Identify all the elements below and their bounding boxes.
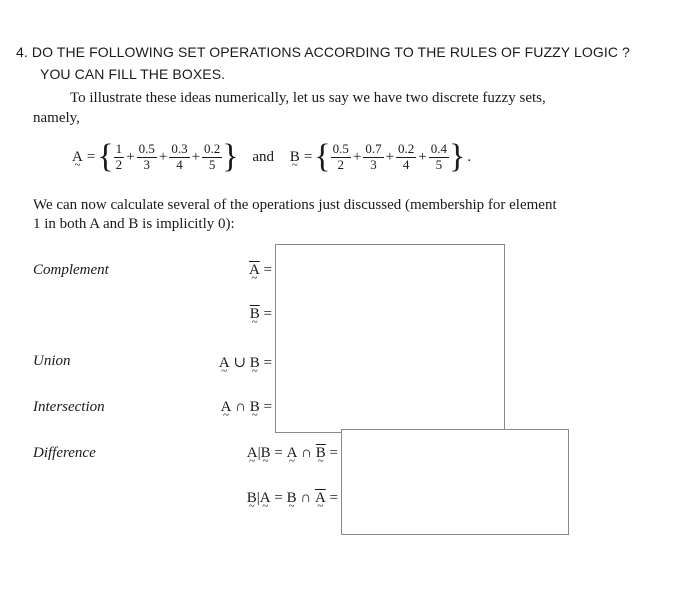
set-a-term-4: $\frac{0.2}{5}$: [204, 141, 221, 172]
answer-box-complement-union-intersection[interactable]: [275, 244, 505, 433]
set-a-term-1: $\frac{1}{2}$: [115, 141, 123, 172]
complement-label: Complement: [33, 262, 109, 278]
set-a-term-2: $\frac{0.5}{3}$: [138, 141, 155, 172]
union-label: Union: [33, 353, 71, 369]
question-line-2: YOU CAN FILL THE BOXES.: [40, 66, 226, 82]
intersection-label: Intersection: [33, 399, 105, 415]
set-b-term-4: $\frac{0.4}{5}$: [430, 141, 448, 172]
set-b-term-2: $\frac{0.7}{3}$: [365, 141, 382, 172]
question-line-1: 4. DO THE FOLLOWING SET OPERATIONS ACCORDING TO THE RULES OF FUZZY LOGIC ?: [16, 44, 630, 60]
eq-complement-a: $\overline{A}$ ~ =: [249, 262, 272, 279]
answer-box-difference[interactable]: [341, 429, 569, 535]
difference-label: Difference: [33, 445, 96, 461]
set-a-name: A ~: [70, 149, 85, 166]
set-b-name: B ~: [288, 149, 302, 166]
set-b-term-3: $\frac{0.2}{4}$: [398, 141, 415, 172]
and-word: and: [252, 148, 275, 165]
calc-line-1: We can now calculate several of the operations just discussed (membership for element: [33, 197, 557, 213]
eq-intersection: A ~ ∩ B ~ =: [221, 399, 272, 416]
set-a-term-3: $\frac{0.3}{4}$: [171, 141, 188, 172]
eq-difference-b-a: B ~|A ~ = B ~ ∩ $\overline{A}$ ~ =: [247, 490, 338, 507]
intro-line-2: namely,: [33, 110, 80, 126]
set-b-term-1: $\frac{0.5}{2}$: [332, 141, 349, 172]
set-definitions: A ~ ={ $\frac{1}{2}$ + $\frac{0.5}{3}$ + $\frac{0.3}{4}$ + $\frac{0.2}{5}$ } and B ~ ={ $\frac{0.5}{2}$ + $\frac{0.7}{3}$ + $\frac{0.2}{4}$ + $\frac{0.4}{5}$ } .: [70, 140, 473, 174]
eq-union: A ~ ∪ B ~ =: [219, 353, 272, 372]
eq-complement-b: $\overline{B}$ ~ =: [250, 306, 272, 323]
eq-difference-a-b: A ~|B ~ = A ~ ∩ $\overline{B}$ ~ =: [247, 445, 338, 462]
intro-line-1: To illustrate these ideas numerically, let us say we have two discrete fuzzy sets,: [70, 90, 546, 106]
calc-line-2: 1 in both A and B is implicitly 0):: [33, 216, 235, 232]
